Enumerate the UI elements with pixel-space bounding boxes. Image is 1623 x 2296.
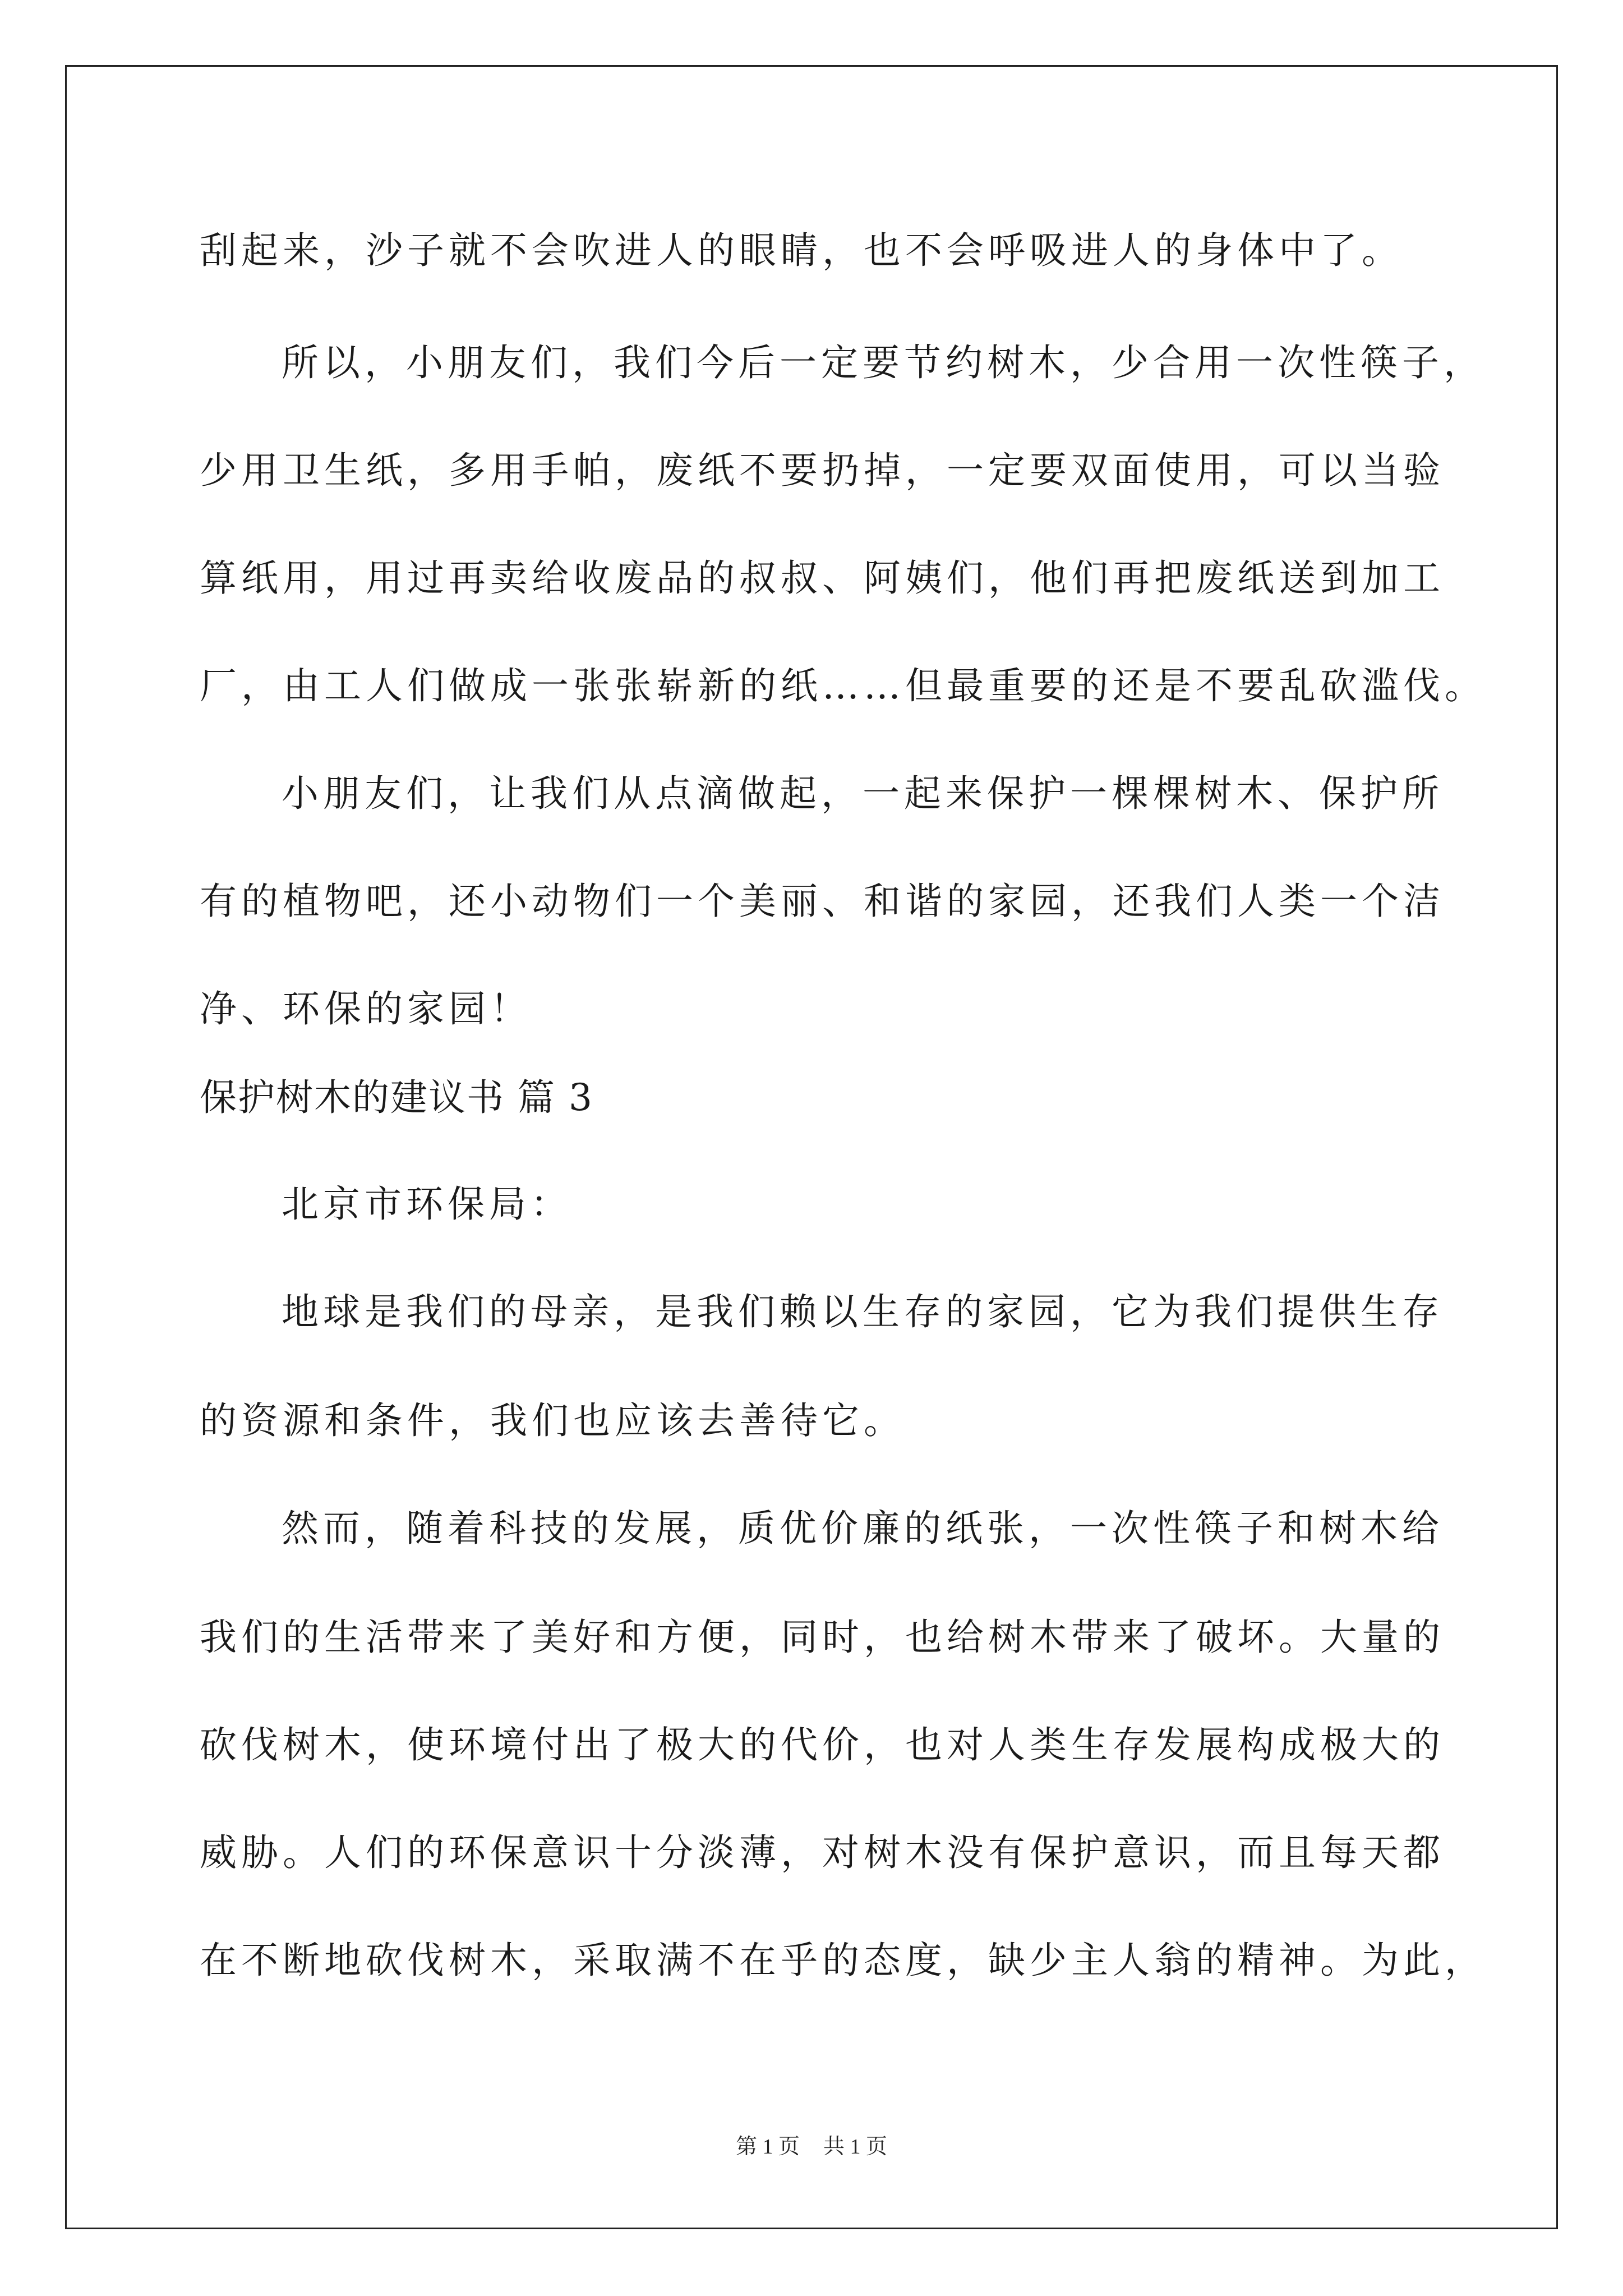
text-line: 净、环保的家园！	[200, 987, 532, 1030]
text-line: 所以，小朋友们，我们今后一定要节约树木，少合用一次性筷子，	[282, 341, 1485, 384]
page-number: 第 1 页	[735, 2135, 800, 2159]
page-border	[65, 65, 1558, 2229]
text-line: 少用卫生纸，多用手帕，废纸不要扔掉，一定要双面使用，可以当验	[200, 449, 1445, 492]
text-line: 地球是我们的母亲，是我们赖以生存的家园，它为我们提供生存	[282, 1290, 1444, 1333]
text-line: 砍伐树木，使环境付出了极大的代价，也对人类生存发展构成极大的	[200, 1723, 1445, 1766]
page-footer	[0, 2136, 1623, 2157]
text-line: 有的植物吧，还小动物们一个美丽、和谐的家园，还我们人类一个洁	[200, 880, 1445, 923]
text-line: 我们的生活带来了美好和方便，同时，也给树木带来了破坏。大量的	[200, 1616, 1445, 1659]
text-line: 算纸用，用过再卖给收废品的叔叔、阿姨们，他们再把废纸送到加工	[200, 556, 1445, 600]
text-line: 厂，由工人们做成一张张崭新的纸……但最重要的还是不要乱砍滥伐。	[200, 664, 1486, 707]
text-line: 的资源和条件，我们也应该去善待它。	[200, 1399, 905, 1442]
text-line: 然而，随着科技的发展，质优价廉的纸张，一次性筷子和树木给	[282, 1507, 1444, 1550]
text-line: 刮起来，沙子就不会吹进人的眼睛，也不会呼吸进人的身体中了。	[200, 229, 1403, 272]
section-heading: 保护树木的建议书 篇 3	[200, 1076, 593, 1119]
text-line: 威胁。人们的环保意识十分淡薄，对树木没有保护意识，而且每天都	[200, 1831, 1445, 1874]
text-line: 北京市环保局：	[282, 1182, 572, 1226]
text-line: 在不断地砍伐树木，采取满不在乎的态度，缺少主人翁的精神。为此，	[200, 1939, 1486, 1982]
text-line: 小朋友们，让我们从点滴做起，一起来保护一棵棵树木、保护所	[282, 772, 1444, 815]
page-total: 共 1 页	[823, 2135, 888, 2159]
